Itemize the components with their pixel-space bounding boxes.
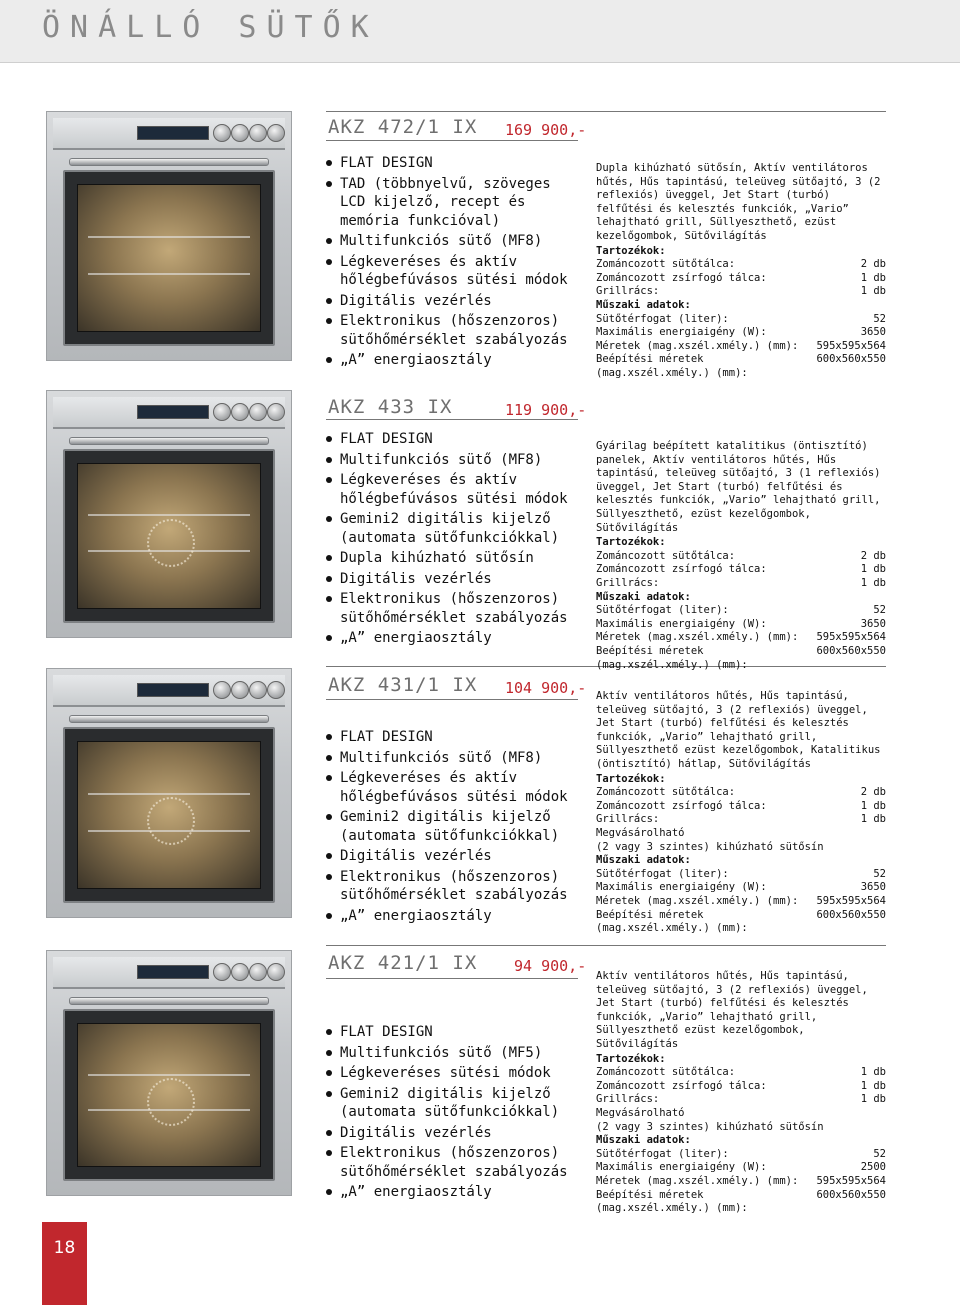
accessory-value: 1 db bbox=[860, 1079, 886, 1092]
accessory-value: 1 db bbox=[860, 563, 886, 576]
tech-heading: Műszaki adatok: bbox=[596, 1134, 691, 1147]
tech-row bbox=[596, 313, 886, 327]
tech-heading: Műszaki adatok: bbox=[596, 854, 691, 867]
accessory-value: 1 db bbox=[860, 1093, 886, 1106]
oven-image bbox=[46, 390, 292, 638]
tech-label: Méretek (mag.xszél.xmély.) (mm): bbox=[596, 894, 799, 907]
tech-value: 3650 bbox=[860, 617, 886, 630]
product-description: Gyárilag beépített katalitikus (öntisztító) panelek, Aktív ventilátoros hűtés, Hűs tapintású, teleüveg sütőajtó, 3 (1 reflexiós) üveggel, Jet Start (turbó) felfűtési és kelesztés funkciók, „Vario” lehajtható grill, Süllyeszthető, ezüst kezelőgombok, Sütővilágítás bbox=[596, 440, 881, 534]
accessory-label: Grillrács: bbox=[596, 813, 660, 826]
extra-note: Megvásárolható bbox=[596, 826, 685, 839]
feature-item: „A” energiaosztály bbox=[322, 629, 582, 648]
tech-label: Maximális energiaigény (W): bbox=[596, 881, 767, 894]
tech-value: 600x560x550 bbox=[816, 908, 886, 921]
extra-note: Megvásárolható bbox=[596, 1106, 685, 1119]
oven-display bbox=[137, 965, 209, 979]
tech-value: 52 bbox=[873, 1147, 886, 1160]
accessory-row bbox=[596, 800, 886, 814]
oven-window bbox=[77, 463, 261, 609]
feature-item: Elektronikus (hőszenzoros) sütőhőmérséklet szabályozás bbox=[322, 590, 582, 627]
separator-line bbox=[326, 111, 886, 112]
feature-item: FLAT DESIGN bbox=[322, 728, 582, 747]
tech-row bbox=[596, 868, 886, 882]
oven-fan bbox=[147, 1078, 195, 1126]
tech-row bbox=[596, 631, 886, 645]
accessory-value: 1 db bbox=[860, 799, 886, 812]
accessories-heading: Tartozékok: bbox=[596, 772, 666, 785]
oven-control-panel bbox=[53, 118, 285, 150]
tech-value: 595x595x564 bbox=[816, 339, 886, 352]
page-number: 18 bbox=[53, 1238, 76, 1258]
oven-image bbox=[46, 950, 292, 1196]
feature-item: Dupla kihúzható sütősín bbox=[322, 549, 582, 568]
model-name: AKZ 433 IX bbox=[328, 396, 453, 418]
accessory-value: 2 db bbox=[860, 549, 886, 562]
tech-label: Sütőtérfogat (liter): bbox=[596, 312, 729, 325]
tech-label: Sütőtérfogat (liter): bbox=[596, 867, 729, 880]
oven-control-panel bbox=[53, 397, 285, 429]
price: 169 900,- bbox=[505, 121, 587, 139]
oven-handle bbox=[69, 715, 269, 723]
accessory-label: Grillrács: bbox=[596, 285, 660, 298]
oven-door bbox=[63, 1009, 275, 1181]
oven-knob bbox=[213, 681, 231, 699]
model-underline bbox=[326, 699, 578, 700]
oven-knob bbox=[231, 403, 249, 421]
extra-note: (2 vagy 3 szintes) kihúzható sütősín bbox=[596, 840, 824, 853]
tech-label: Beépítési méretek (mag.xszél.xmély.) (mm): bbox=[596, 353, 748, 379]
oven-knob bbox=[249, 963, 267, 981]
tech-value: 595x595x564 bbox=[816, 894, 886, 907]
product-description: Aktív ventilátoros hűtés, Hűs tapintású, teleüveg sütőajtó, 3 (2 reflexiós) üveggel, Jet Start (turbó) felfűtési és kelesztés funkciók, „Vario” lehajtható grill, Süllyeszthető ezüst kezelőgombok, Katalitikus (öntisztító) hátlap, Sütővilágítás bbox=[596, 690, 881, 770]
oven-window bbox=[77, 741, 261, 889]
product-description: Dupla kihúzható sütősín, Aktív ventilátoros hűtés, Hűs tapintású, teleüveg sütőajtó, 3 (2 reflexiós) üveggel, Jet Start (turbó) felfűtési és kelesztés funkciók, „Vario” lehajtható grill, Süllyeszthető, ezüst kezelőgombok, Sütővilágítás bbox=[596, 162, 881, 242]
feature-item: Elektronikus (hőszenzoros) sütőhőmérséklet szabályozás bbox=[322, 1144, 582, 1181]
feature-item: Gemini2 digitális kijelző (automata sütőfunkciókkal) bbox=[322, 808, 582, 845]
tech-value: 600x560x550 bbox=[816, 353, 886, 366]
tech-value: 595x595x564 bbox=[816, 1174, 886, 1187]
oven-display bbox=[137, 683, 209, 697]
tech-value: 2500 bbox=[860, 1161, 886, 1174]
tech-heading: Műszaki adatok: bbox=[596, 298, 691, 311]
feature-item: Légkeveréses és aktív hőlégbefúvásos sütési módok bbox=[322, 253, 582, 290]
model-name: AKZ 431/1 IX bbox=[328, 674, 478, 696]
accessory-value: 1 db bbox=[860, 576, 886, 589]
oven-knob bbox=[231, 681, 249, 699]
price: 104 900,- bbox=[505, 679, 587, 697]
spec-block bbox=[596, 690, 886, 936]
tech-label: Beépítési méretek (mag.xszél.xmély.) (mm): bbox=[596, 1188, 748, 1215]
oven-control-panel bbox=[53, 957, 285, 989]
feature-item: Digitális vezérlés bbox=[322, 570, 582, 589]
feature-list bbox=[322, 1023, 582, 1204]
accessory-row bbox=[596, 258, 886, 272]
accessory-row bbox=[596, 1093, 886, 1107]
accessory-row bbox=[596, 813, 886, 827]
oven-door bbox=[63, 727, 275, 903]
tech-row bbox=[596, 881, 886, 895]
header-band bbox=[0, 0, 960, 63]
oven-knob bbox=[231, 124, 249, 142]
tech-value: 52 bbox=[873, 867, 886, 880]
accessory-label: Zománcozott zsírfogó tálca: bbox=[596, 799, 767, 812]
feature-item: FLAT DESIGN bbox=[322, 1023, 582, 1042]
model-name: AKZ 421/1 IX bbox=[328, 952, 478, 974]
tech-value: 52 bbox=[873, 312, 886, 325]
feature-item: Digitális vezérlés bbox=[322, 1124, 582, 1143]
accessory-value: 1 db bbox=[860, 1066, 886, 1079]
accessory-label: Zománcozott zsírfogó tálca: bbox=[596, 563, 767, 576]
feature-item: Multifunkciós sütő (MF8) bbox=[322, 232, 582, 251]
oven-rack bbox=[88, 793, 250, 795]
feature-item: „A” energiaosztály bbox=[322, 907, 582, 926]
oven-knob bbox=[213, 963, 231, 981]
model-underline bbox=[326, 978, 578, 979]
accessories-heading: Tartozékok: bbox=[596, 536, 666, 549]
extra-note: (2 vagy 3 szintes) kihúzható sütősín bbox=[596, 1120, 824, 1133]
accessory-label: Grillrács: bbox=[596, 1093, 660, 1106]
oven-knob bbox=[267, 403, 285, 421]
feature-item: Multifunkciós sütő (MF5) bbox=[322, 1044, 582, 1063]
tech-row bbox=[596, 1161, 886, 1175]
oven-rack bbox=[88, 514, 250, 516]
accessory-label: Zománcozott sütőtálca: bbox=[596, 549, 736, 562]
tech-row bbox=[596, 353, 886, 380]
oven-fan bbox=[147, 797, 195, 845]
tech-value: 600x560x550 bbox=[816, 1188, 886, 1201]
accessory-value: 1 db bbox=[860, 285, 886, 298]
tech-row bbox=[596, 604, 886, 618]
accessory-label: Zománcozott zsírfogó tálca: bbox=[596, 1079, 767, 1092]
oven-display bbox=[137, 405, 209, 419]
accessory-row bbox=[596, 577, 886, 591]
tech-label: Sütőtérfogat (liter): bbox=[596, 604, 729, 617]
oven-knob bbox=[267, 124, 285, 142]
tech-value: 595x595x564 bbox=[816, 631, 886, 644]
accessory-row bbox=[596, 285, 886, 299]
tech-value: 3650 bbox=[860, 326, 886, 339]
accessory-label: Zománcozott sütőtálca: bbox=[596, 786, 736, 799]
feature-item: Digitális vezérlés bbox=[322, 292, 582, 311]
tech-label: Méretek (mag.xszél.xmély.) (mm): bbox=[596, 1174, 799, 1187]
feature-list bbox=[322, 728, 582, 927]
feature-item: FLAT DESIGN bbox=[322, 430, 582, 449]
oven-knob bbox=[267, 681, 285, 699]
feature-item: Elektronikus (hőszenzoros) sütőhőmérséklet szabályozás bbox=[322, 312, 582, 349]
feature-item: Multifunkciós sütő (MF8) bbox=[322, 749, 582, 768]
tech-label: Méretek (mag.xszél.xmély.) (mm): bbox=[596, 631, 799, 644]
feature-list bbox=[322, 430, 582, 650]
tech-row bbox=[596, 326, 886, 340]
feature-item: TAD (többnyelvű, szöveges LCD kijelző, recept és memória funkcióval) bbox=[322, 175, 582, 231]
model-name: AKZ 472/1 IX bbox=[328, 116, 478, 138]
tech-row bbox=[596, 340, 886, 354]
accessory-row bbox=[596, 1066, 886, 1080]
page-title: ÖNÁLLÓ SÜTŐK bbox=[42, 10, 379, 45]
accessory-label: Zománcozott zsírfogó tálca: bbox=[596, 271, 767, 284]
oven-handle bbox=[69, 158, 269, 166]
oven-window bbox=[77, 1023, 261, 1167]
tech-row bbox=[596, 1189, 886, 1216]
tech-label: Maximális energiaigény (W): bbox=[596, 617, 767, 630]
tech-heading: Műszaki adatok: bbox=[596, 590, 691, 603]
accessories-heading: Tartozékok: bbox=[596, 244, 666, 257]
tech-label: Beépítési méretek (mag.xszél.xmély.) (mm): bbox=[596, 908, 748, 935]
feature-item: „A” energiaosztály bbox=[322, 351, 582, 370]
tech-label: Méretek (mag.xszél.xmély.) (mm): bbox=[596, 339, 799, 352]
accessory-label: Zománcozott sütőtálca: bbox=[596, 1066, 736, 1079]
accessories-heading: Tartozékok: bbox=[596, 1052, 666, 1065]
tech-row bbox=[596, 1175, 886, 1189]
feature-item: Digitális vezérlés bbox=[322, 847, 582, 866]
price: 119 900,- bbox=[505, 401, 587, 419]
tech-value: 600x560x550 bbox=[816, 644, 886, 657]
oven-rack bbox=[88, 236, 250, 238]
model-underline bbox=[326, 419, 578, 420]
oven-knob bbox=[267, 963, 285, 981]
oven-handle bbox=[69, 437, 269, 445]
tech-label: Maximális energiaigény (W): bbox=[596, 1161, 767, 1174]
oven-handle bbox=[69, 997, 269, 1005]
oven-knob bbox=[249, 124, 267, 142]
spec-block bbox=[596, 162, 886, 381]
oven-knob bbox=[213, 124, 231, 142]
separator-line bbox=[326, 945, 886, 946]
oven-rack bbox=[88, 273, 250, 275]
feature-item: Légkeveréses sütési módok bbox=[322, 1064, 582, 1083]
feature-item: Légkeveréses és aktív hőlégbefúvásos sütési módok bbox=[322, 769, 582, 806]
tech-label: Sütőtérfogat (liter): bbox=[596, 1147, 729, 1160]
spec-block bbox=[596, 440, 886, 672]
tech-row bbox=[596, 1148, 886, 1162]
oven-fan bbox=[147, 519, 195, 567]
page-number-box bbox=[42, 1222, 87, 1305]
feature-item: FLAT DESIGN bbox=[322, 154, 582, 173]
oven-image bbox=[46, 668, 292, 918]
oven-knob bbox=[249, 403, 267, 421]
oven-rack bbox=[88, 1074, 250, 1076]
oven-door bbox=[63, 449, 275, 623]
accessory-value: 2 db bbox=[860, 258, 886, 271]
model-underline bbox=[326, 140, 578, 141]
feature-item: Gemini2 digitális kijelző (automata sütőfunkciókkal) bbox=[322, 510, 582, 547]
spec-block bbox=[596, 970, 886, 1216]
oven-image bbox=[46, 111, 292, 361]
accessory-row bbox=[596, 550, 886, 564]
tech-value: 3650 bbox=[860, 881, 886, 894]
feature-item: „A” energiaosztály bbox=[322, 1183, 582, 1202]
oven-door bbox=[63, 170, 275, 346]
oven-control-panel bbox=[53, 675, 285, 707]
oven-window bbox=[77, 184, 261, 332]
accessory-label: Zománcozott sütőtálca: bbox=[596, 258, 736, 271]
tech-label: Beépítési méretek (mag.xszél.xmély.) (mm): bbox=[596, 644, 748, 671]
accessory-row bbox=[596, 563, 886, 577]
feature-item: Légkeveréses és aktív hőlégbefúvásos sütési módok bbox=[322, 471, 582, 508]
oven-display bbox=[137, 126, 209, 140]
tech-row bbox=[596, 645, 886, 672]
price: 94 900,- bbox=[514, 957, 587, 975]
product-description: Aktív ventilátoros hűtés, Hűs tapintású, teleüveg sütőajtó, 3 (2 reflexiós) üveggel, Jet Start (turbó) felfűtési és kelesztés funkciók, „Vario” lehajtható grill, Süllyeszthető ezüst kezelőgombok, Sütővilágítás bbox=[596, 970, 868, 1050]
tech-value: 52 bbox=[873, 604, 886, 617]
accessory-value: 1 db bbox=[860, 271, 886, 284]
accessory-value: 1 db bbox=[860, 813, 886, 826]
tech-label: Maximális energiaigény (W): bbox=[596, 326, 767, 339]
oven-knob bbox=[231, 963, 249, 981]
feature-item: Gemini2 digitális kijelző (automata sütőfunkciókkal) bbox=[322, 1085, 582, 1122]
accessory-row bbox=[596, 786, 886, 800]
oven-knob bbox=[249, 681, 267, 699]
oven-knob bbox=[213, 403, 231, 421]
tech-row bbox=[596, 618, 886, 632]
accessory-value: 2 db bbox=[860, 786, 886, 799]
feature-item: Multifunkciós sütő (MF8) bbox=[322, 451, 582, 470]
tech-row bbox=[596, 895, 886, 909]
tech-row bbox=[596, 909, 886, 936]
accessory-row bbox=[596, 1080, 886, 1094]
feature-item: Elektronikus (hőszenzoros) sütőhőmérséklet szabályozás bbox=[322, 868, 582, 905]
accessory-label: Grillrács: bbox=[596, 576, 660, 589]
accessory-row bbox=[596, 272, 886, 286]
feature-list bbox=[322, 154, 582, 372]
